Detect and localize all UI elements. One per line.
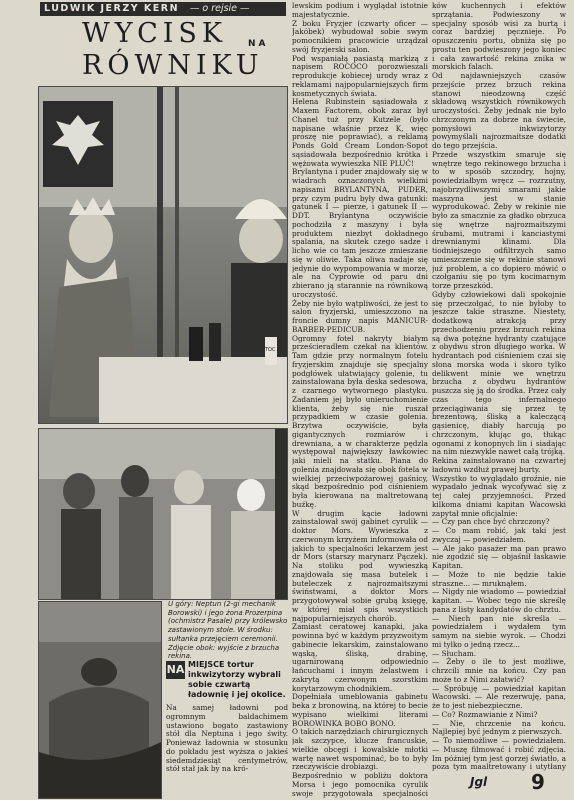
magazine-logo: Jgl (470, 775, 488, 789)
photo-neptune (38, 86, 288, 424)
title-line-2: RÓWNIKU (82, 50, 264, 81)
article-title (40, 16, 286, 82)
body-column-1: Na samej ładowni pod ogromnym baldachimem ustawiono bogato zastawiony stół dla Neptuna i jego świty. Ponieważ ładownia w stosunku do pokładu jest wyższa o jakieś siedemdziesiąt centymetrów, stół stał jak by na kró- (166, 703, 288, 774)
photo-neptune-illustration (39, 87, 287, 423)
bottle-label: TOC (265, 347, 276, 353)
photo-crowd (38, 428, 288, 600)
photo-crowd-illustration (39, 429, 287, 599)
lead-first-line: MIEJSCE tortur inkwizytorzy wybrali sobie czwartą ładownię i jej okolice. (188, 660, 286, 699)
title-aside: — o rejsie — (189, 3, 250, 14)
photo-shark-exit (38, 601, 162, 799)
drop-cap: NA (166, 661, 185, 679)
body-column-3: ków kuchennych i efektów sprzątania. Podwieszony w specjalny sposób wisi za burtą i coraz bardziej pęcznieje. Po opuszczeniu portu, obniża się po prostu ten podwieszony jego koniec i cała zawartość rekina znika w morskich falach. Od najdawniejszych czasów przejście przez brzuch rekina stanowi nieodzowną część składową wszystkich równikowych uroczystości. Żeby jednak nie było chrzczonym za dobrze na świecie, pomysłowi inkwizytorzy powymyślali najrozmaitsze dodatki do tego przejścia. Przede wszystkim smaruje się wnętrze tego rekinowego brzucha i to w sposób szczodry, hojny, powiedziałbym wręcz — rozrzutny, najobrzydliwszymi smarami jakie maszyna jest w stanie wyprodukować. Żeby w rekinie nie było za smacznie za gładko obrzuca się wnętrze najrozmaitszymi śrubami, mutrami i kanciastymi drewnianymi klinami. Dla tiodniejszego odfiltrzych samo umieszczenie się w rekinie stanowi już problem, a co dopiero mówić o czołganiu się po tym kocimarnym torze przeszkód. Gdyby człowiekowi dali spokojnie się przeczołgać, to nie byłoby to jeszcze takie straszne. Niestety, dodatkową atrakcją przy przechodzeniu przez brzuch rekina są dwa potężne hydranty czatujące z obydwu stron długiego worka. W hydrantach pod ciśnieniem czai się słona morska woda i skoro tylko delikwent minie we wnętrzu brzucha z obydwu hydrantów puszcza się ją do środka. Przez cały czas tego infernalnego przeciągiwania się przez tę brezentową, śliską a kaleczącą gąsienicę, diabły harcują po chrzczonym, kłując go, tłukąc ogonami z konopnych lin i siadając na nim niezwykle nawet całą trójką. Rekina zainstalowano na czwartej ładowni wzdłuż prawej burty. Wszystko to wyglądało groźnie, nie wypadało jednak wycofywać się z tej całej przyjemności. Przed kilkoma dniami kapitan Wacowski zapytał mnie oficjalnie: — Czy pan chce być chrzczony? — Co mam robić, jak taki jest zwyczaj — powiedziałem. — Ale jako pasażer ma pan prawo nie zgodzić się — objaśnił łaskawie Kapitan. — Może to nie będzie takie straszne... — mruknąłem. — Nigdy nie wiadomo — powiedział kapitan. — Wobec tego nie skreślę pana z listy kandydatów do chrztu. — Niech pan nie skreśla — powiedziałem i wydałem tym samym na siebie wyrok. — Chodzi mi tylko o jedną rzecz... — Słucham. — Żeby o ile to jest możliwe, chrzcili mnie na końcu. Czy pan może to z Nimi załatwić? — Spróbuję — powiedział kapitan Wacowski. — Ale rezerwuję, pana, że to jest niebezpieczne. — Co? Rozmawianie z Nimi? — Nie, chrzcenie na końcu. Najlepiej być jednym z pierwszych. — To niemożliwe — powiedziałem. — Muszę filmować i robić zdjęcia. Im później tym jest gorzej światło, a poza tym maaltretowany i utytłany (432, 2, 566, 772)
photo-shark-exit-illustration (39, 602, 161, 798)
title-na: NA (248, 39, 269, 49)
page-number: 9 (531, 770, 545, 794)
body-column-2: lewskim podium i wyglądał istotnie majestatycznie. Z boku Fryzjer (czwarty oficer — Jakóbek) wybudował sobie swym pomocnikiem pracowicie urządzał swój fryzjerski salon. Pod wspaniałą pasiastą markizą z napisem ROCOCO porozwieszali reprodukcje kobiecej urody wraz z reklamami najpopularniejszych firm kosmetycznych świata. Helena Rubinstein sąsiadowała z Maxem Factorem, obok zaraz był Chanel tuż przy Kutzele (było napisane właśnie przez K, więc proszę nie poprawiać), a reklamą Ponds Gold Cream London-Sopot sąsiadowała bezpośrednio krótka i wężowata wywieszka NIE PLUĆ! Brylantyna i puder znajdowały się w wiadrach oznaczonych wielkimi napisami BRYLANTYNA, PUDER, przy czym pudru były dwa gatunki: gatunek I — pierze, i gatunek II — DDT. Brylantyna oczywiście pochodziła z maszyny i była produktem niezbyt dokładnego spalania, na skutek czego sadze i licho wie co tam jeszcze zmieszane się w oliwie. Taka oliwa nadaje się jedynie do wypompowania w morze, ale na Cyprowie od paru dni zbierano ją starannie na równikową uroczystość. Żeby nie było wątpliwości, że jest to salon fryzjerski, umieszczono na froncie dumny napis MANICUR-BARBER-PEDICUB. Ogromny fotel nakryty białym prześcieradłem czekał na klientów. Tam gdzie przy normalnym fotelu fryzjerskim znajduje się specjalny podgłówek ułatwiający golenie, tu zainstalowana była deska sedesowa, z czarnego wytwornego plastyku. Zadaniem jej było unieruchomienie klienta, żeby się nie ruszał przypadkiem w czasie golenia. Brzytwa oczywiście, była gigantycznych rozmiarów i drewniana, a w charakterze pędzla występował największy ławkowiec jaki mieli na statku. Piana do golenia znajdowała się obok fotela w wielkiej przeciwpożarowej gaśnicy, skąd bezpośrednio pod ciśnieniem była kierowana na maltretowaną buźkę. W drugim kącie ładowni zainstalował swój gabinet cyrulik — doktor Mors. Wywieszka z czerwonym krzyżem informowała od jakich to specjalności lekarzem jest dr Mors (starszy marynarz Pączek). Na stoliku pod wywieszką znajdowała się masa butelek i buteleczek z najrozmaitszymi świństwami, a doktor Mors przygotowywał sobie grubą księgę, w której miał spis wszystkich najpopularniejszych chorób. Zamiast ceratowej kanapki, jaka powinna być w każdym przyzwoitym gabinecie lekarskim, zainstalowano wąską, śliską, drabinę, ugarnirowaną odpowiednio łańcuchami i innym żelastwem i zakrytą czerwonym szorstkim korytarzowym chodnikiem. Dopełniała umeblowania gabinetu beka z bronowiną, na której to becie wypisano wielkimi literami BOROWINKA BOBO BONO. O takich narzędziach chirurgicznych jak szczypce, klucze francuskie, wielkie obcęgi i kowalskie młotki wartę nawet wspominać, bo to były rzeczywiście drobiazgi. Bezpośrednio w pobliżu doktora Morsa i jego pomocnika cyrulik swoje przygotowała specjalności (292, 2, 428, 798)
author-name: LUDWIK JERZY KERN (44, 3, 180, 14)
photo-caption: U góry: Neptun (2-gi mechanik Borowski) i jego żona Prozerpina (ochmistrz Pasale) przy królewsko zastawionym stole. W środku: sułtanka przejęciem ceremonii. Zdjęcie obok: wyjście z brzucha rekina. (168, 600, 288, 661)
author-bar (40, 2, 286, 16)
title-line-1: WYCISK (82, 18, 228, 49)
